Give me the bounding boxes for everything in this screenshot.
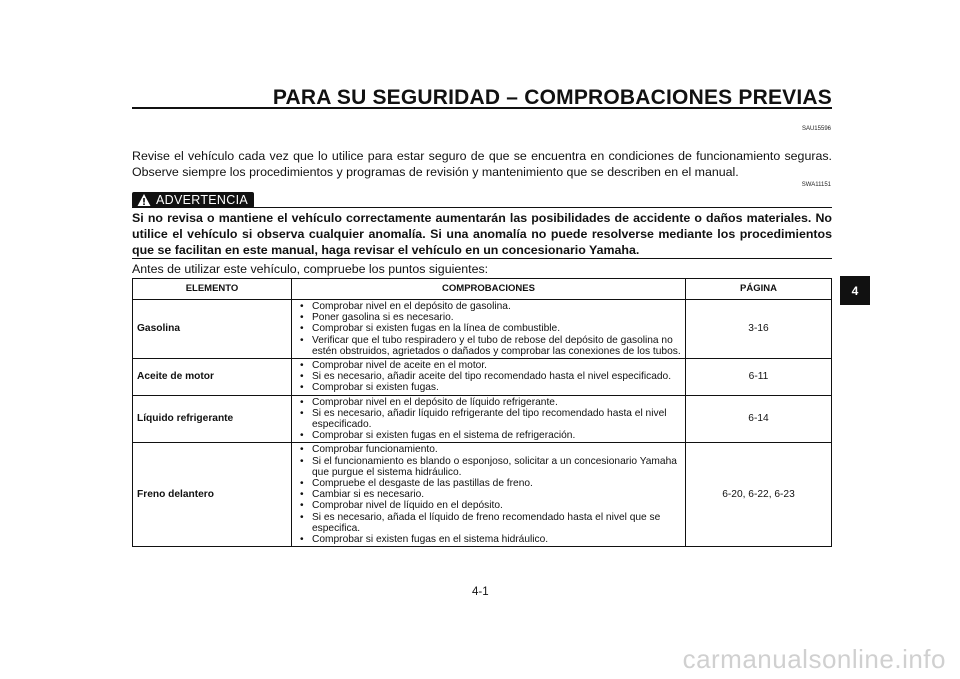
check-item: • Cambiar si es necesario. — [296, 489, 681, 500]
check-item: • Si es necesario, añadir aceite del tipo recomendado hasta el nivel especificado. — [296, 371, 681, 382]
row-page: 6-14 — [686, 395, 832, 443]
checks-table — [132, 278, 832, 547]
page-number: 4-1 — [472, 586, 489, 598]
check-item: • Comprobar funcionamiento. — [296, 444, 681, 455]
check-item: • Comprobar si existen fugas. — [296, 382, 681, 393]
row-page: 3-16 — [686, 300, 832, 359]
warning-rule-bottom — [132, 258, 832, 259]
warning-label: ADVERTENCIA — [156, 193, 248, 207]
check-item: • Comprobar si existen fugas en el sistema hidráulico. — [296, 534, 681, 545]
watermark: carmanualsonline.info — [682, 644, 946, 674]
row-element: Freno delantero — [133, 443, 292, 547]
check-item: • Si es necesario, añadir líquido refrigerante del tipo recomendado hasta el nivel especificado. — [296, 408, 681, 430]
warning-badge — [132, 192, 254, 208]
row-checks — [292, 300, 686, 359]
page-title: PARA SU SEGURIDAD – COMPROBACIONES PREVIAS — [272, 86, 832, 109]
table-row — [133, 300, 832, 359]
section-code: SAU15596 — [801, 126, 831, 132]
table-header-row — [133, 279, 832, 300]
check-item: • Comprobar si existen fugas en el sistema de refrigeración. — [296, 430, 681, 441]
row-checks — [292, 359, 686, 396]
row-element: Aceite de motor — [133, 359, 292, 396]
pre-table-text: Antes de utilizar este vehículo, compruebe los puntos siguientes: — [132, 262, 489, 276]
warning-triangle-icon — [137, 193, 151, 207]
check-item: • Si es necesario, añada el líquido de freno recomendado hasta el nivel que se especifica. — [296, 512, 681, 534]
header-page: PÁGINA — [686, 279, 832, 300]
check-item: • Compruebe el desgaste de las pastillas de freno. — [296, 478, 681, 489]
row-element: Líquido refrigerante — [133, 395, 292, 443]
warning-code: SWA11151 — [801, 182, 831, 188]
check-item: • Comprobar nivel en el depósito de líquido refrigerante. — [296, 397, 681, 408]
check-item: • Comprobar nivel de líquido en el depósito. — [296, 500, 681, 511]
row-page: 6-11 — [686, 359, 832, 396]
check-item: • Verificar que el tubo respiradero y el tubo de rebose del depósito de gasolina no estén obstruidos, agrietados o dañados y comprobar las conexiones de los tubos. — [296, 335, 681, 357]
chapter-tab: 4 — [840, 276, 870, 305]
warning-text: Si no revisa o mantiene el vehículo correctamente aumentarán las posibilidades de accidente o daños materiales. No utilice el vehículo si observa cualquier anomalía. Si una anomalía no puede resolverse mediante los procedimientos que se facilitan en este manual, haga revisar el vehículo en un concesionario Yamaha. — [132, 211, 832, 257]
header-element: ELEMENTO — [133, 279, 292, 300]
header-checks: COMPROBACIONES — [292, 279, 686, 300]
check-item: • Comprobar nivel en el depósito de gasolina. — [296, 301, 681, 312]
row-checks — [292, 395, 686, 443]
row-page: 6-20, 6-22, 6-23 — [686, 443, 832, 547]
row-checks — [292, 443, 686, 547]
check-item: • Comprobar nivel de aceite en el motor. — [296, 360, 681, 371]
table-row — [133, 395, 832, 443]
check-item: • Poner gasolina si es necesario. — [296, 312, 681, 323]
intro-paragraph: Revise el vehículo cada vez que lo utilice para estar seguro de que se encuentra en condiciones de funcionamiento seguras. Observe siempre los procedimientos y programas de revisión y mantenimiento que se describen en el manual. — [132, 149, 832, 179]
table-row — [133, 359, 832, 396]
table-row — [133, 443, 832, 547]
check-item: • Si el funcionamiento es blando o esponjoso, solicitar a un concesionario Yamaha que purgue el sistema hidráulico. — [296, 456, 681, 478]
warning-rule — [132, 207, 832, 208]
check-item: • Comprobar si existen fugas en la línea de combustible. — [296, 323, 681, 334]
row-element: Gasolina — [133, 300, 292, 359]
